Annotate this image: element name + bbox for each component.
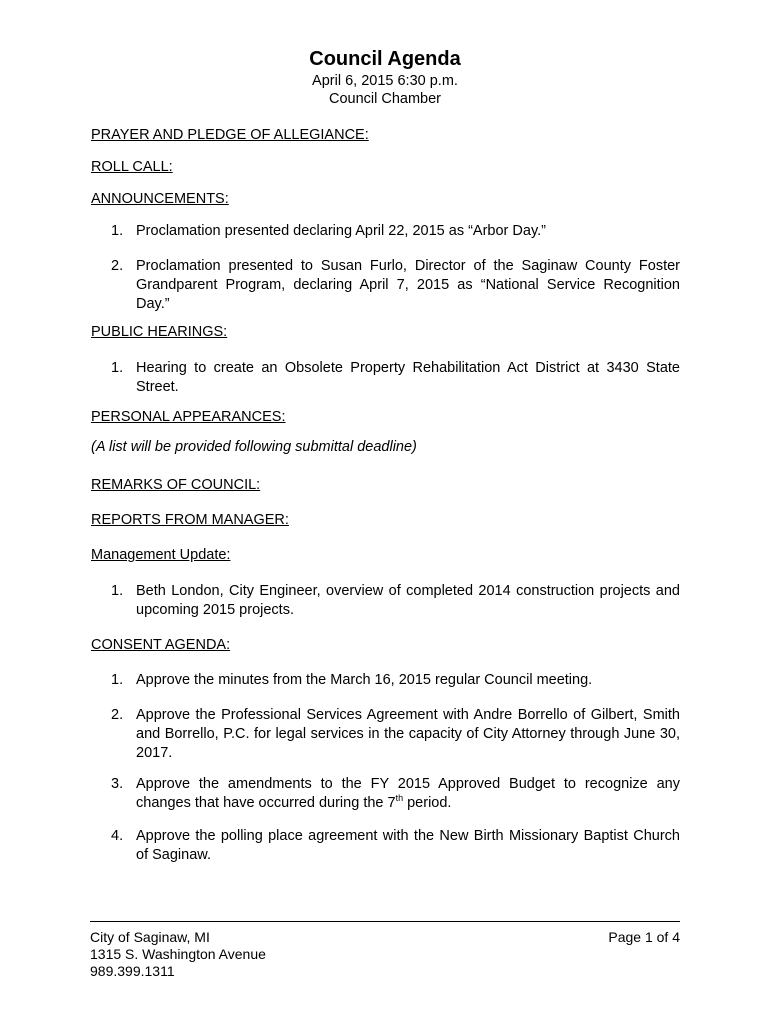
item-number: 4. bbox=[111, 828, 124, 844]
section-management-update: Management Update: bbox=[91, 547, 231, 563]
announcement-item bbox=[111, 257, 680, 314]
item-text bbox=[136, 775, 680, 813]
meeting-location: Council Chamber bbox=[328, 91, 442, 107]
consent-agenda-item bbox=[111, 706, 680, 763]
item-number: 1. bbox=[111, 223, 124, 239]
footer-phone: 989.399.1311 bbox=[90, 963, 175, 979]
item-text-part: period. bbox=[403, 795, 452, 811]
item-number: 3. bbox=[111, 776, 124, 792]
public-hearing-item bbox=[111, 359, 680, 397]
section-consent-agenda: CONSENT AGENDA: bbox=[91, 637, 231, 653]
item-text: Approve the Professional Services Agreement with Andre Borrello of Gilbert, Smith and Borrello, P.C. for legal services in the capacity of City Attorney through June 30, 2017. bbox=[136, 707, 680, 761]
item-number: 1. bbox=[111, 360, 124, 376]
item-text-part: Approve the amendments to the FY 2015 Approved Budget to recognize any changes that have occurred during the 7 bbox=[136, 776, 680, 811]
page-number: Page 1 of 4 bbox=[608, 929, 680, 945]
announcement-item bbox=[111, 222, 680, 241]
footer-address: 1315 S. Washington Avenue bbox=[90, 946, 266, 962]
item-text: Approve the minutes from the March 16, 2015 regular Council meeting. bbox=[136, 672, 593, 688]
consent-agenda-item bbox=[111, 775, 680, 813]
footer-city: City of Saginaw, MI bbox=[90, 929, 210, 945]
personal-appearances-note: (A list will be provided following submittal deadline) bbox=[91, 439, 417, 455]
consent-agenda-item bbox=[111, 671, 680, 690]
management-update-item bbox=[111, 582, 680, 620]
footer-address-block bbox=[90, 929, 266, 980]
item-number: 1. bbox=[111, 672, 124, 688]
item-number: 1. bbox=[111, 583, 124, 599]
page-title: Council Agenda bbox=[309, 48, 461, 70]
item-number: 2. bbox=[111, 258, 124, 274]
item-text: Proclamation presented to Susan Furlo, Director of the Saginaw County Foster Grandparent Program, declaring April 7, 2015 as “National Service Recognition Day.” bbox=[136, 258, 680, 312]
section-public-hearings: PUBLIC HEARINGS: bbox=[91, 324, 228, 340]
section-roll-call: ROLL CALL: bbox=[91, 159, 173, 175]
item-text: Proclamation presented declaring April 22, 2015 as “Arbor Day.” bbox=[136, 223, 546, 239]
meeting-date-time: April 6, 2015 6:30 p.m. bbox=[312, 73, 458, 89]
item-text: Hearing to create an Obsolete Property Rehabilitation Act District at 3430 State Street. bbox=[136, 360, 680, 395]
item-number: 2. bbox=[111, 707, 124, 723]
section-remarks-of-council: REMARKS OF COUNCIL: bbox=[91, 477, 261, 493]
superscript: th bbox=[395, 793, 404, 804]
section-reports-from-manager: REPORTS FROM MANAGER: bbox=[91, 512, 289, 528]
consent-agenda-item bbox=[111, 827, 680, 865]
section-prayer: PRAYER AND PLEDGE OF ALLEGIANCE: bbox=[91, 127, 369, 143]
section-personal-appearances: PERSONAL APPEARANCES: bbox=[91, 409, 286, 425]
item-text: Approve the polling place agreement with the New Birth Missionary Baptist Church of Saginaw. bbox=[136, 828, 680, 863]
footer-divider bbox=[90, 921, 680, 922]
item-text: Beth London, City Engineer, overview of completed 2014 construction projects and upcoming 2015 projects. bbox=[136, 583, 680, 618]
section-announcements: ANNOUNCEMENTS: bbox=[91, 191, 229, 207]
